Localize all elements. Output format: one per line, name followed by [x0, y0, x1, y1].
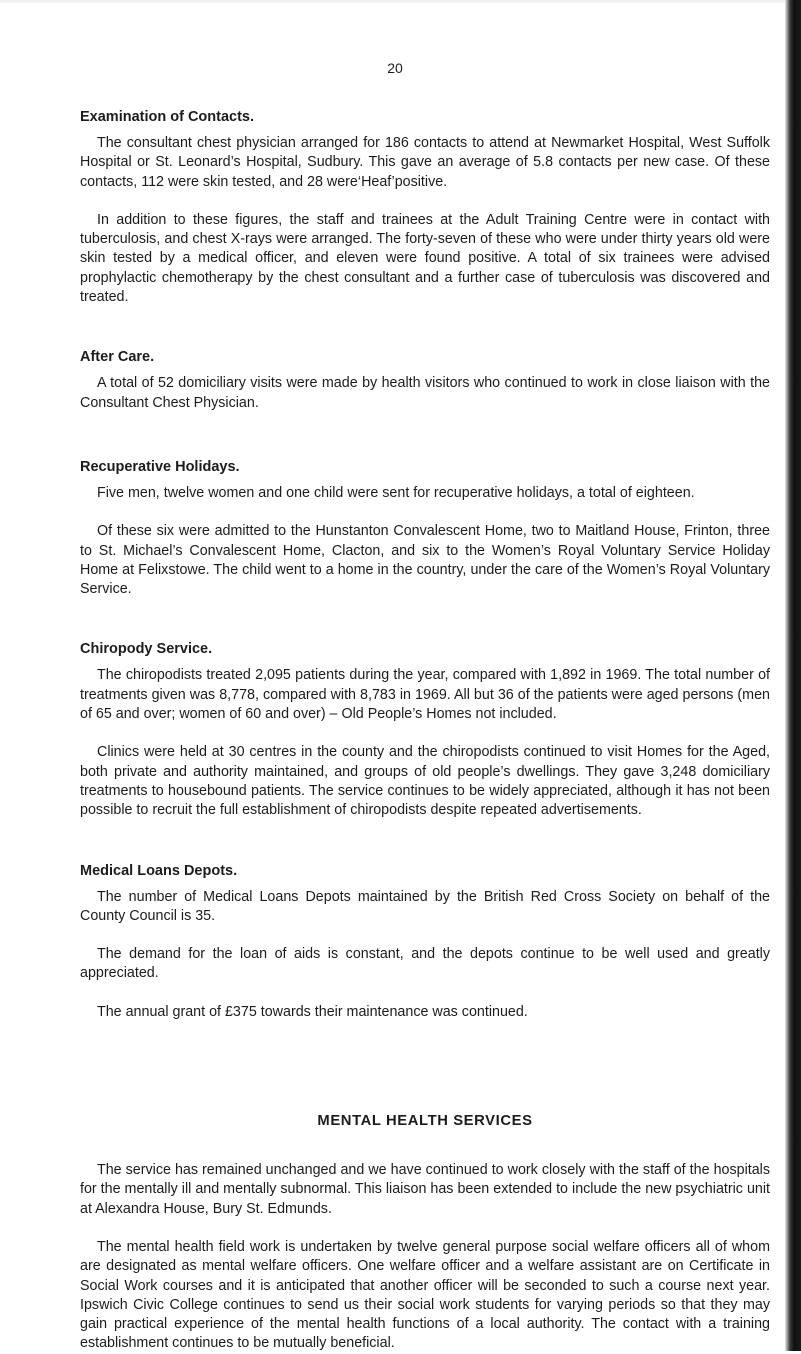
paragraph: The annual grant of £375 towards their maintenance was continued. [97, 1003, 528, 1020]
paragraph: The chiropodists treated 2,095 patients during the year, compared with 1,892 in 1969. The total number of treatments given was 8,778, compared with 8,783 in 1969. All but 36 of the patients were aged persons (men of 65 and over; women of 60 and over) – Old People’s Homes not included. [80, 667, 770, 723]
scan-edge-bar [785, 0, 801, 1351]
section-heading: MENTAL HEALTH SERVICES [317, 1113, 533, 1130]
section-heading: Chiropody Service. [80, 641, 213, 658]
section-heading: After Care. [80, 349, 155, 366]
top-rule [0, 0, 801, 3]
section-medical-loans-depots [80, 862, 770, 1022]
section-heading: Examination of Contacts. [80, 109, 255, 125]
section-chiropody-service [80, 640, 770, 820]
page-number: 20 [387, 60, 403, 76]
section-mental-health-services [80, 1112, 770, 1354]
section-recuperative-holidays [80, 458, 770, 599]
paragraph: The number of Medical Loans Depots maintained by the British Red Cross Society on behalf of the County Council is 35. [80, 888, 770, 924]
paragraph: Clinics were held at 30 centres in the county and the chiropodists continued to visit Homes for the Aged, both private and authority maintained, and groups of old people’s dwellings. They gave 3,248 domiciliary treatments to housebound patients. The service continues to be widely appreciated, although it has not been possible to recruit the full establishment of chiropodists despite repeated advertisements. [80, 744, 770, 819]
paragraph: The consultant chest physician arranged for 186 contacts to attend at Newmarket Hospital, West Suffolk Hospital or St. Leonard’s Hospital, Sudbury. This gave an average of 5.8 contacts per new case. Of these contacts, 112 were skin tested, and 28 were‘Heaf’positive. [80, 135, 770, 190]
paragraph: The service has remained unchanged and we have continued to work closely with the staff of the hospitals for the mentally ill and mentally subnormal. This liaison has been extended to include the new psychiatric unit at Alexandra House, Bury St. Edmunds. [80, 1162, 770, 1217]
paragraph: Five men, twelve women and one child were sent for recuperative holidays, a total of eighteen. [97, 484, 695, 501]
document-body [80, 108, 770, 1354]
section-examination-of-contacts [80, 108, 770, 307]
section-after-care [80, 348, 770, 413]
section-heading: Recuperative Holidays. [80, 458, 240, 475]
paragraph: The demand for the loan of aids is constant, and the depots continue to be well used and greatly appreciated. [80, 946, 770, 982]
paragraph: A total of 52 domiciliary visits were made by health visitors who continued to work in close liaison with the Consultant Chest Physician. [80, 375, 770, 411]
section-heading: Medical Loans Depots. [80, 862, 238, 879]
paragraph: Of these six were admitted to the Hunstanton Convalescent Home, two to Maitland House, Frinton, three to St. Michael’s Convalescent Home, Clacton, and six to the Women’s Royal Voluntary Service Holiday Home at Felixstowe. The child went to a home in the country, under the care of the Women’s Royal Voluntary Service. [80, 523, 770, 598]
paragraph: In addition to these figures, the staff and trainees at the Adult Training Centre were in contact with tuberculosis, and chest X-rays were arranged. The forty-seven of these who were under thirty years old were skin tested by a medical officer, and eleven were found positive. A total of six trainees were advised prophylactic chemotherapy by the chest consultant and a further case of tuberculosis was discovered and treated. [80, 211, 770, 306]
paragraph: The mental health field work is undertaken by twelve general purpose social welfare officers all of whom are designated as mental welfare officers. One welfare officer and a welfare assistant are on Certificate in Social Work courses and it is anticipated that another officer will be seconded to such a course next year. Ipswich Civic College continues to send us their social work students for varying periods so that they may gain practical experience of the mental health functions of a local authority. The contact with a training establishment continues to be mutually beneficial. [80, 1238, 770, 1352]
